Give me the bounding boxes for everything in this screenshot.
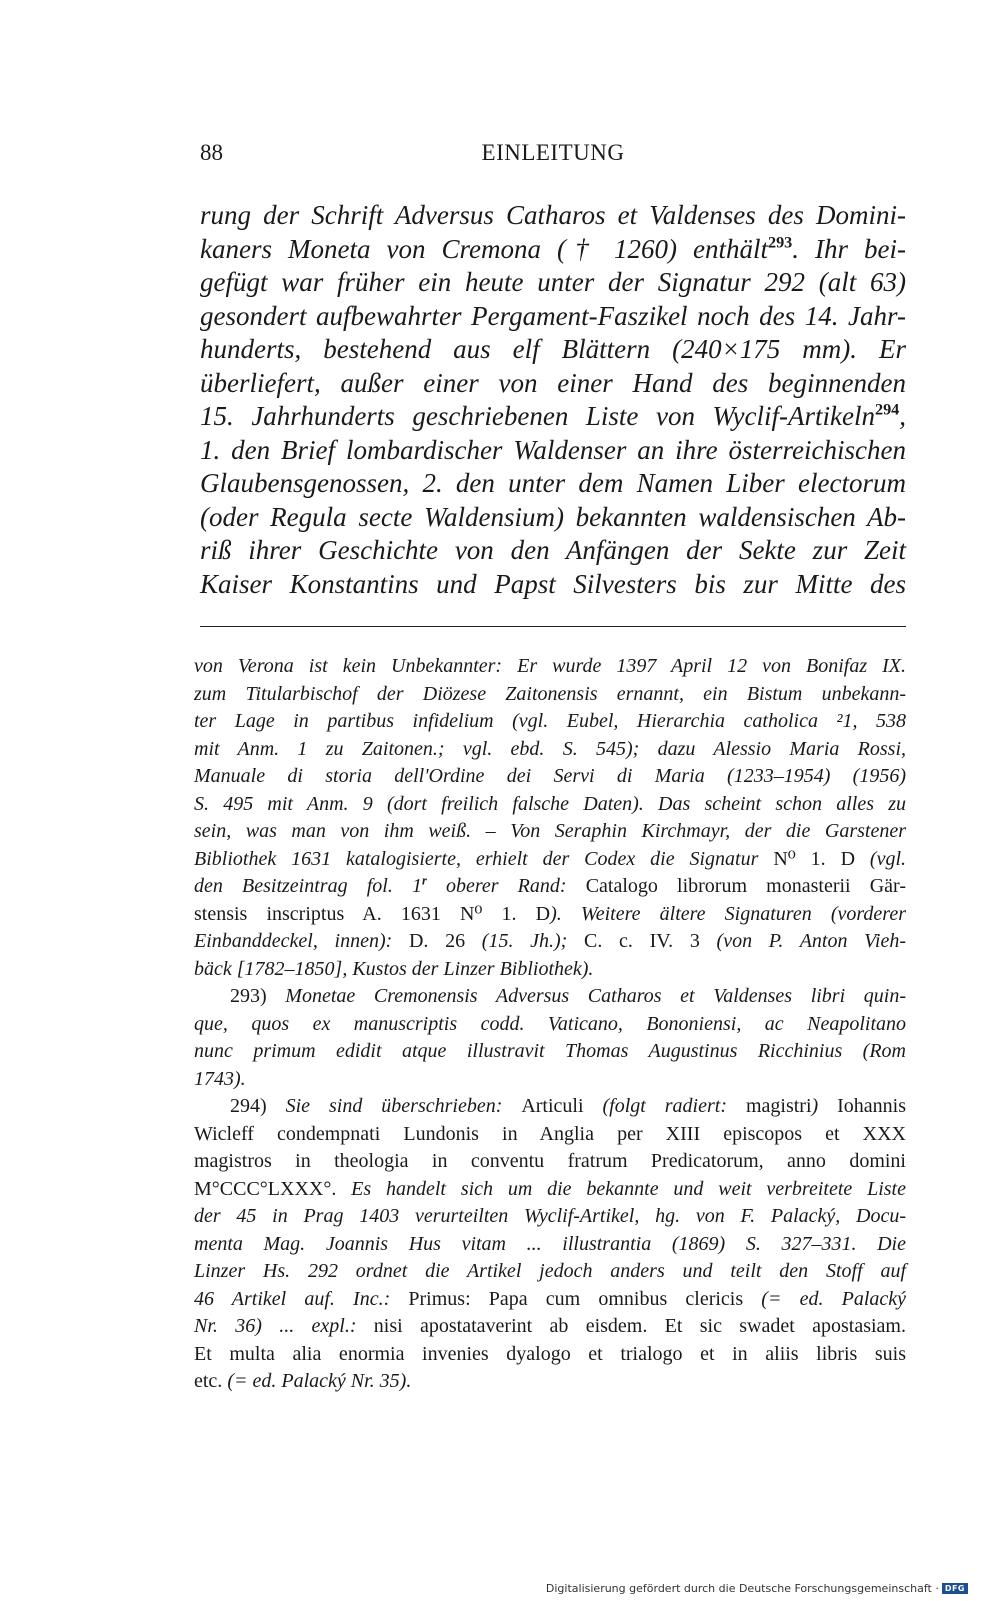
- text-segment: etc.: [194, 1370, 223, 1392]
- superscript: r: [421, 873, 427, 888]
- text-segment: D. 26: [408, 930, 466, 952]
- footnote-ref[interactable]: 293: [767, 232, 793, 251]
- text-segment: 46 Artikel auf. Inc.:: [194, 1287, 409, 1310]
- text-line: rung der Schrift Adversus Catharos et Valdenses des Domini-: [200, 200, 906, 230]
- text-segment: kaners Moneta von Cremona († 1260) enthält: [200, 233, 768, 264]
- footnote-293-line: nunc primum edidit atque illustravit Thomas Augustinus Ricchinius (Rom: [194, 1040, 906, 1062]
- footnote-line: von Verona ist kein Unbekannter: Er wurde 1397 April 12 von Bonifaz IX.: [194, 655, 906, 677]
- footnote-294-line: Wicleff condempnati Lundonis in Anglia per XIII episcopos et XXX: [194, 1122, 906, 1145]
- text-segment: Es handelt sich um die bekannte und weit verbreitete Liste: [336, 1177, 906, 1200]
- footnote-number: 293): [230, 985, 267, 1007]
- text-segment: N⁰ 1. D: [773, 847, 856, 870]
- digitization-credit: [546, 1582, 968, 1595]
- text-segment: nisi apostataverint ab eisdem. Et sic swadet apostasiam.: [373, 1315, 906, 1337]
- text-segment: ,: [899, 401, 906, 431]
- footnotes-block: [194, 653, 906, 1396]
- footnote-line: [194, 901, 906, 929]
- text-segment: stensis inscriptus A. 1631 N⁰ 1. D: [194, 902, 551, 925]
- text-line: [200, 233, 906, 267]
- running-head: EINLEITUNG: [481, 140, 625, 165]
- text-line: Glaubensgenossen, 2. den unter dem Namen Liber electorum: [200, 468, 906, 498]
- footnote-line: zum Titularbischof der Diözese Zaitonensis ernannt, ein Bistum unbekann-: [194, 682, 906, 705]
- footnote-line: [194, 928, 906, 956]
- footnote-294-line: Linzer Hs. 292 ordnet die Artikel jedoch anders und teilt den Stoff auf: [194, 1260, 906, 1282]
- footnote-line: mit Anm. 1 zu Zaitonen.; vgl. ebd. S. 545); dazu Alessio Maria Rossi,: [194, 737, 906, 760]
- text-segment: Iohannis: [837, 1095, 906, 1117]
- text-segment: C. c. IV. 3: [584, 930, 700, 952]
- footnote-294-line: [194, 1286, 906, 1314]
- footnote-294-line: Et multa alia enormia invenies dyalogo et trialogo et in aliis libris suis: [194, 1342, 906, 1365]
- text-line: [200, 400, 906, 434]
- text-segment: Primus: Papa cum omnibus clericis: [408, 1287, 744, 1310]
- footnote-line: [194, 873, 906, 901]
- text-segment: Catalogo librorum monasterii Gär-: [585, 875, 906, 897]
- footnote-294-line: [194, 1368, 906, 1396]
- text-segment: . Ihr bei-: [792, 233, 906, 264]
- text-segment: (folgt radiert:: [583, 1095, 746, 1117]
- footnote-line: Manuale di storia dell'Ordine dei Servi di Maria (1233–1954) (1956): [194, 765, 906, 787]
- text-line: gesondert aufbewahrter Pergament-Faszikel noch des 14. Jahr-: [200, 300, 906, 331]
- footnote-294-line: magistros in theologia in conventu fratrum Predicatorum, anno domini: [194, 1150, 906, 1172]
- text-line: überliefert, außer einer von einer Hand des beginnenden: [200, 367, 906, 398]
- text-line: 1. den Brief lombardischer Waldenser an ihre österreichischen: [200, 434, 906, 465]
- footnote-294-line: [194, 1176, 906, 1204]
- text-segment: oberer Rand:: [426, 875, 586, 897]
- text-segment: Sie sind überschrieben:: [266, 1095, 522, 1117]
- credit-text: Digitalisierung gefördert durch die Deutsche Forschungsgemeinschaft ·: [545, 1582, 939, 1595]
- dfg-logo: DFG: [942, 1583, 968, 1594]
- text-segment: M°CCC°LXXX°.: [194, 1177, 337, 1200]
- footnote-line: S. 495 mit Anm. 9 (dort freilich falsche Daten). Das scheint schon alles zu: [194, 792, 906, 815]
- text-segment: Articuli: [521, 1095, 584, 1117]
- text-segment: ): [811, 1095, 838, 1117]
- text-segment: Bibliothek 1631 katalogisierte, erhielt der Codex die Signatur: [194, 847, 759, 870]
- text-segment: (= ed. Palacký: [743, 1287, 906, 1310]
- footnote-line: ter Lage in partibus infidelium (vgl. Eubel, Hierarchia catholica ²1, 538: [194, 710, 906, 732]
- footnote-294-line: der 45 in Prag 1403 verurteilten Wyclif-Artikel, hg. von F. Palacký, Docu-: [194, 1205, 906, 1227]
- text-line: Kaiser Konstantins und Papst Silvesters bis zur Mitte des: [200, 568, 906, 599]
- footnote-separator: [200, 626, 906, 627]
- footnote-ref[interactable]: 294: [874, 400, 900, 419]
- text-segment: 15. Jahrhunderts geschriebenen Liste von Wyclif-Artikeln: [200, 401, 875, 431]
- text-line: gefügt war früher ein heute unter der Signatur 292 (alt 63): [200, 267, 906, 297]
- text-segment: magistri: [745, 1095, 812, 1117]
- footnote-294-line: [194, 1313, 906, 1341]
- text-line: (oder Regula secte Waldensium) bekannten waldensischen Ab-: [200, 501, 906, 532]
- text-segment: (vgl.: [855, 847, 907, 870]
- footnote-line: [194, 846, 906, 874]
- main-text-block: [200, 199, 906, 601]
- text-segment: Nr. 36) ... expl.:: [194, 1315, 374, 1337]
- footnote-number: 294): [230, 1095, 267, 1117]
- footnote-line: bäck [1782–1850], Kustos der Linzer Bibliothek).: [194, 957, 594, 980]
- text-segment: (von P. Anton Vieh-: [699, 930, 907, 952]
- text-segment: ). Weitere ältere Signaturen (vorderer: [550, 902, 906, 925]
- text-line: hunderts, bestehend aus elf Blättern (240×175 mm). Er: [200, 334, 906, 364]
- text-segment: (15. Jh.);: [465, 930, 585, 952]
- page-header: [200, 140, 906, 170]
- footnote-294-line: [194, 1093, 906, 1121]
- text-segment: (= ed. Palacký Nr. 35).: [222, 1370, 412, 1392]
- footnote-294-line: menta Mag. Joannis Hus vitam ... illustrantia (1869) S. 327–331. Die: [194, 1232, 906, 1255]
- footnote-293-line: [194, 983, 906, 1011]
- text-segment: Monetae Cremonensis Adversus Catharos et Valdenses libri quin-: [285, 985, 906, 1007]
- text-segment: Einbanddeckel, innen):: [194, 930, 409, 952]
- text-segment: den Besitzeintrag fol. 1: [194, 875, 422, 897]
- text-line: riß ihrer Geschichte von den Anfängen der Sekte zur Zeit: [200, 535, 906, 565]
- footnote-293-line: que, quos ex manuscriptis codd. Vaticano, Bononiensi, ac Neapolitano: [194, 1012, 906, 1035]
- footnote-line: sein, was man von ihm weiß. – Von Seraphin Kirchmayr, der die Garstener: [194, 820, 906, 842]
- footnote-293-line: 1743).: [194, 1067, 246, 1090]
- page-number: 88: [200, 140, 223, 165]
